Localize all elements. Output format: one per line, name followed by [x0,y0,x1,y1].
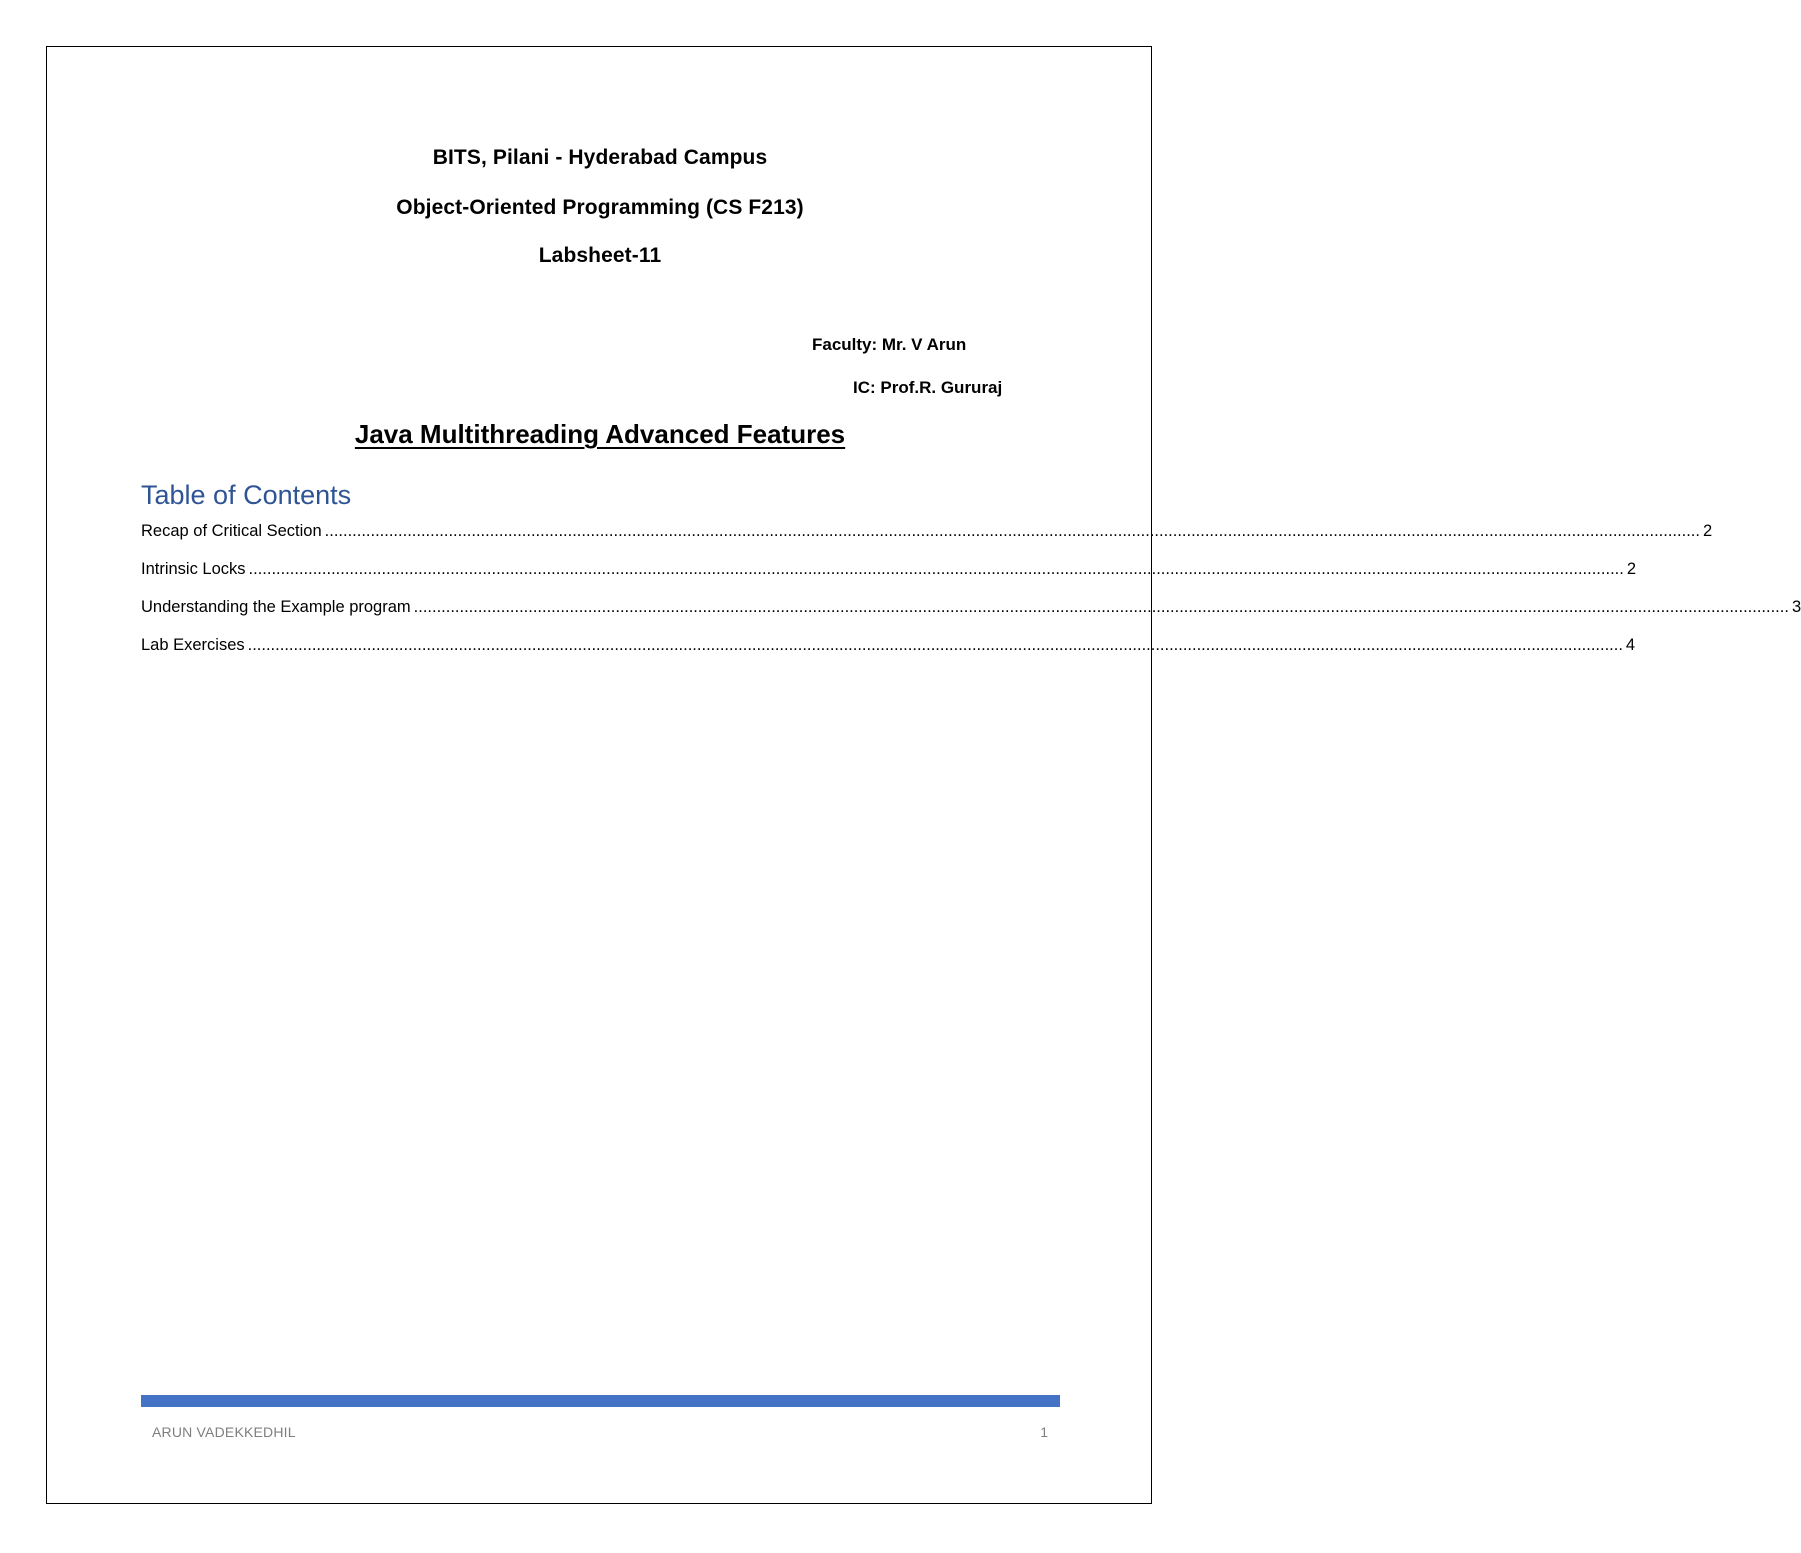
toc-entry-understanding-example[interactable] [141,598,1801,636]
toc-entry-title: Understanding the Example program [141,598,411,616]
toc-entry-title: Recap of Critical Section [141,522,322,540]
toc-entry-intrinsic-locks[interactable] [141,560,1637,598]
footer-author: ARUN VADEKKEDHIL [152,1424,296,1440]
footer-accent-bar [141,1395,1060,1407]
toc-dot-leader: ............................................................................................................................................................................................................................................................................................................ [324,522,1700,540]
toc-entry-title: Lab Exercises [141,636,245,654]
toc-entry-page: 2 [1702,522,1713,540]
toc-entry-page: 3 [1791,598,1801,616]
faculty-credit: Faculty: Mr. V Arun [812,335,967,354]
toc-heading: Table of Contents [141,480,352,510]
toc-dot-leader: ............................................................................................................................................................................................................................................................................................................ [413,598,1789,616]
ic-credit: IC: Prof.R. Gururaj [853,378,1003,397]
labsheet-heading: Labsheet-11 [538,244,662,267]
toc-entry-page: 2 [1626,560,1637,578]
footer-page-number: 1 [1040,1424,1048,1440]
toc-dot-leader: ............................................................................................................................................................................................................................................................................................................ [248,560,1624,578]
course-heading: Object-Oriented Programming (CS F213) [396,196,804,219]
toc-dot-leader: ............................................................................................................................................................................................................................................................................................................ [247,636,1623,654]
document-title: Java Multithreading Advanced Features [354,419,846,449]
toc-entry-title: Intrinsic Locks [141,560,246,578]
institution-heading: BITS, Pilani - Hyderabad Campus [432,146,768,169]
toc-entry-page: 4 [1625,636,1636,654]
toc-list [141,522,1801,674]
toc-entry-recap-critical-section[interactable] [141,522,1713,560]
toc-entry-lab-exercises[interactable] [141,636,1636,674]
